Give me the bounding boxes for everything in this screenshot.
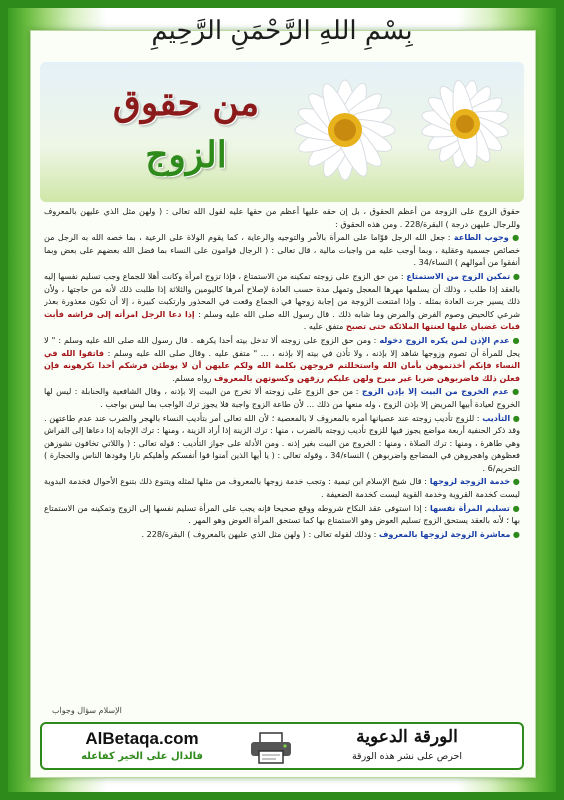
article-body	[44, 205, 520, 717]
bullet-icon: ●	[510, 270, 520, 281]
title-line-1: من حقوق	[112, 82, 260, 124]
section-heading: معاشرة الزوجة لزوجها بالمعروف	[378, 528, 511, 539]
paragraph-text: حقوق الزوج على الزوجة من أعظم الحقوق ، بل إن حقه عليها أعظم من حقها عليه لقول الله تعالى : ( ولهن مثل الذي عليهن بالمعروف وللرجال عليهن درجة ) البقرة/228 . ومن هذه الحقوق :	[44, 206, 520, 229]
paragraph-text: : ومن حق الزوج على زوجته ألا تدخل بيته أحدا يكرهه . قال رسول الله صلى الله عليه وسلم : " لا يحل للمرأة أن تصوم وزوجها شاهد إلا بإذنه ، ولا تأذن في بيته إلا بإذنه ، ... " متفق عليه . وقال صلى الله عليه وسلم :	[44, 334, 520, 358]
website-link[interactable]: AlBetaqa.com	[85, 729, 199, 748]
basmala-calligraphy: بِسْمِ اللهِ الرَّحْمَنِ الرَّحِيمِ	[151, 16, 413, 46]
bullet-icon: ●	[510, 528, 520, 539]
section-heading: تمكين الزوج من الاستمتاع	[406, 270, 511, 281]
section-heading: تسليم المرأة نفسها	[429, 502, 510, 513]
intro-paragraph	[44, 205, 520, 230]
section-paragraph	[44, 334, 520, 384]
paragraph-text: : إذا استوفى عقد النكاح شروطه ووقع صحيحا فإنه يجب على المرأة تسليم نفسها إلى الزوج وتمكينه من الاستمتاع بها ؛ لأنه بالعقد يستحق الزوج تسليم العوض وهو الاستمتاع بها كما تستحق المرأة العوض وهو المهر .	[44, 502, 520, 526]
title-line-2: الزوج	[145, 134, 227, 176]
section-paragraph	[44, 385, 520, 410]
paragraph-text: : وذلك لقوله تعالى : ( ولهن مثل الذي عليهن بالمعروف ) البقرة/228 .	[141, 528, 377, 539]
printer-icon	[248, 732, 294, 764]
paragraph-text: : من حق الزوج على زوجته ألا تخرج من البيت إلا بإذنه ، وقال الشافعية والحنابلة : ليس لها الخروج لعيادة أبيها المريض إلا بإذن الزوج ، وله منعها من ذلك ... لأن طاعة الزوج واجبة فلا يجوز ترك الواجب بما ليس بواجب .	[44, 386, 520, 409]
section-heading: وجوب الطاعة	[453, 232, 509, 243]
source-credit: الإسلام سؤال وجواب	[52, 706, 122, 715]
hadith-reference: رواه مسلم.	[172, 372, 212, 383]
daisy-flower-icon	[400, 62, 524, 188]
section-paragraph	[44, 231, 520, 269]
daisy-flower-icon	[270, 62, 420, 202]
paragraph-text: : قال شيخ الإسلام ابن تيمية : وتجب خدمة زوجها بالمعروف من مثلها لمثله ويتنوع ذلك بتنوع الأحوال فخدمة البدوية ليست كخدمة القروية وخدمة القوية ليست كخدمة الضعيفة .	[44, 476, 520, 500]
section-heading: عدم الخروج من البيت إلا بإذن الزوج	[361, 386, 509, 397]
paragraph-text: : للزوج تأديب زوجته عند عصيانها أمره بالمعروف لا بالمعصية ؛ لأن الله تعالى أمر بتأديب النساء بالهجر والضرب عند عدم طاعتهن . وقد ذكر الحنفية أربعة مواضع يجوز فيها للزوج تأديب زوجته بالضرب ، منها : ترك الزينة إذا أراد الزينة ، ومنها : ترك الإجابة إذا دعاها إلى الفراش وهي طاهرة ، ومنها : ترك الصلاة ، ومنها : الخروج من البيت بغير إذنه . ومن الأدلة على جواز التأديب : قوله تعالى : ( واللاتي تخافون نشوزهن فعظوهن واهجروهن في المضاجع واضربوهن ) النساء/34 ، وقوله تعالى : ( يا أيها الذين آمنوا قوا أنفسكم وأهليكم نارا وقودها الناس والحجارة ) التحريم/6 .	[44, 412, 520, 473]
footer-slogan: فالدال على الخير كفاعله	[81, 751, 203, 762]
bullet-icon: ●	[509, 502, 520, 513]
hadith-emphasis: فاتقوا الله في النساء فإنكم أخذتموهن بأمان الله واستحللتم فروجهن بكلمة الله ولكم عليهن أن لا يوطئن فرشكم أحدا تكرهونه فإن فعلن ذلك فاضربوهن ضربا غير مبرح ولهن عليكم رزقهن وكسوتهن بالمعروف	[44, 347, 520, 383]
hadith-reference: متفق عليه .	[303, 321, 344, 332]
bullet-icon: ●	[510, 412, 520, 423]
footer-banner	[40, 722, 524, 770]
section-paragraph	[44, 502, 520, 527]
section-heading: عدم الإذن لمن يكره الزوج دخوله	[379, 334, 510, 345]
section-paragraph	[44, 270, 520, 333]
section-heading: خدمة الزوجة لزوجها	[429, 476, 511, 487]
bullet-icon: ●	[509, 334, 520, 345]
section-heading: التأديب	[482, 412, 511, 423]
print-note: احرص على نشر هذه الورقة	[351, 751, 463, 762]
bullet-icon: ●	[508, 232, 520, 243]
brand-title: الورقة الدعوية	[356, 727, 458, 747]
hadith-emphasis: إذا دعا الرجل امرأته إلى فراشه فأبت فبات غضبان عليها لعنتها الملائكة حتى تصبح	[44, 308, 520, 332]
section-paragraph	[44, 475, 520, 500]
section-paragraph	[44, 528, 520, 541]
paragraph-text: : من حق الزوج على زوجته تمكينه من الاستمتاع ، فإذا تزوج امرأة وكانت أهلا للجماع وجب تسليم نفسها إليه بالعقد إذا طلب ، وذلك أن يسلمها مهرها المعجل وتمهل مدة حسب العادة لإصلاح أمرها كاليومين والثلاثة إذا طلبت ذلك لأنه من حاجتها ، ولأن ذلك يسير جرت العادة بمثله . وإذا امتنعت الزوجة من إجابة زوجها في الجماع وقعت في المحذور وارتكبت كبيرة ، إلا أن تكون معذورة بعذر شرعي كالحيض وصوم الفرض والمرض وما شابه ذلك . قال رسول الله صلى الله عليه وسلم :	[44, 270, 520, 319]
paragraph-text: : جعل الله الرجل قوّاما على المرأة بالأمر والتوجيه والرعاية ، كما يقوم الولاة على الرعية ، بما خصه الله به الرجل من خصائص جسمية وعقلية ، وبما أوجب عليه من واجبات مالية ، قال تعالى : ( الرجال قوامون على النساء بما فضل الله بعضهم على بعض وبما أنفقوا من أموالهم ) النساء/34 .	[44, 232, 520, 268]
bullet-icon: ●	[508, 386, 520, 397]
section-paragraph	[44, 412, 520, 475]
bullet-icon: ●	[510, 476, 520, 487]
